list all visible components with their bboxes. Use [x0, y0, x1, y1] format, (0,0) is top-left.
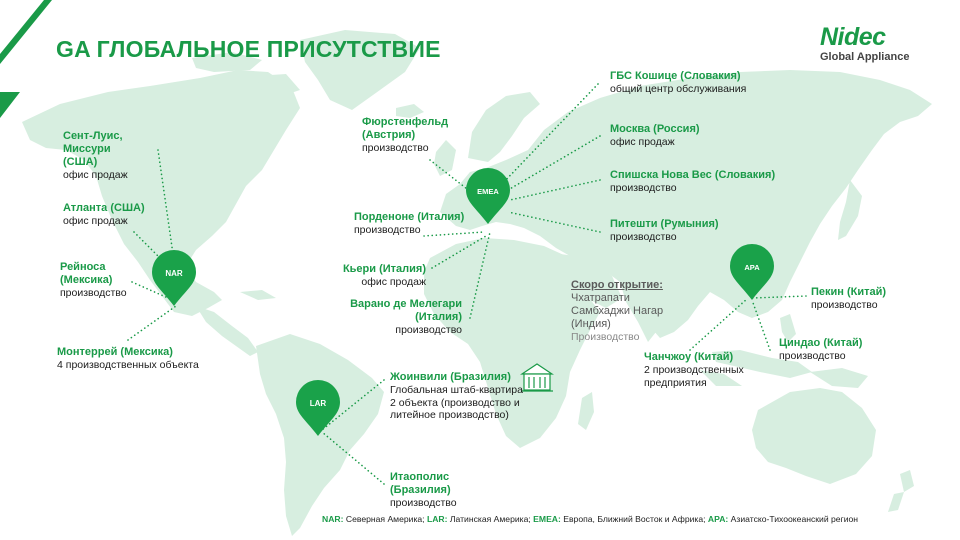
central-america-shape	[196, 306, 258, 356]
location-monterrey	[57, 346, 199, 372]
location-desc: общий центр обслуживания	[610, 83, 747, 95]
madagascar-shape	[578, 392, 594, 430]
legend-lar-key: LAR:	[426, 514, 448, 524]
corner-stripe-left	[0, 92, 20, 118]
location-desc: офис продаж	[361, 276, 426, 288]
location-name: (США)	[63, 156, 98, 168]
new-guinea-shape	[810, 368, 868, 388]
legend-nar-value: Северная Америка;	[343, 514, 427, 524]
location-desc: производство	[395, 324, 462, 336]
location-desc: литейное производство)	[390, 409, 509, 421]
location-name: Атланта (США)	[63, 202, 145, 214]
location-desc: производство	[811, 299, 878, 311]
location-desc: офис продаж	[63, 169, 128, 181]
location-desc: производство	[390, 497, 457, 509]
location-chieri	[343, 263, 426, 289]
legend-lar-value: Латинская Америка;	[447, 514, 534, 524]
location-name: Монтеррей (Мексика)	[57, 346, 173, 358]
location-name: Самбхаджи Нагар	[571, 304, 664, 317]
location-name: Чхатрапати	[571, 291, 630, 304]
location-desc: производство	[60, 287, 127, 299]
location-desc: Глобальная штаб-квартира	[390, 384, 523, 396]
location-name: Фюрстенфельд	[362, 116, 449, 128]
nidec-logo	[820, 24, 920, 63]
legend-apa-value: Азиатско-Тихоокеанский регион	[728, 514, 859, 524]
location-reynosa	[60, 261, 127, 300]
location-name: Питешти (Румыния)	[610, 218, 719, 230]
location-name: Циндао (Китай)	[779, 337, 863, 349]
location-changzhou	[644, 351, 744, 389]
location-name: Варано де Мелегари	[350, 298, 462, 310]
location-desc: производство	[610, 182, 677, 194]
legend-emea-value: Европа, Ближний Восток и Африка;	[560, 514, 708, 524]
pin-apa-label: APA	[744, 263, 760, 272]
location-varano	[350, 298, 462, 337]
logo-subtitle: Global Appliance	[820, 51, 910, 63]
location-name: Порденоне (Италия)	[354, 211, 465, 223]
location-itaopolis	[390, 471, 457, 510]
location-coming-soon	[571, 279, 663, 343]
location-desc: офис продаж	[610, 136, 675, 148]
location-name: Итаополис	[390, 471, 450, 483]
location-desc: 2 объекта (производство и	[390, 396, 520, 409]
region-legend	[322, 514, 858, 524]
line-changzhou	[690, 298, 748, 350]
location-moscow	[610, 123, 700, 149]
location-name: ГБС Кошице (Словакия)	[610, 70, 741, 82]
location-name: (Австрия)	[362, 129, 416, 141]
logo-brand: Nidec	[820, 23, 886, 51]
location-desc: предприятия	[644, 376, 707, 389]
location-desc: производство	[362, 142, 429, 154]
location-name: (Бразилия)	[390, 484, 451, 496]
pin-nar-label: NAR	[165, 269, 183, 278]
legend-apa-key: APA:	[707, 514, 729, 524]
location-joinville	[390, 371, 523, 422]
location-desc: производство	[779, 350, 846, 362]
location-name: Миссури	[63, 143, 111, 155]
location-desc: 4 производственных объекта	[57, 359, 199, 371]
location-name: Спишска Нова Вес (Словакия)	[610, 169, 776, 181]
location-name: Жоинвили (Бразилия)	[390, 371, 511, 383]
location-desc: 2 производственных	[644, 364, 744, 376]
location-beijing	[811, 286, 886, 312]
south-america-shape	[256, 334, 384, 536]
location-desc: производство	[354, 224, 421, 236]
pin-lar-label: LAR	[309, 399, 327, 408]
location-atlanta	[63, 202, 145, 228]
location-name: Москва (Россия)	[610, 123, 700, 135]
location-spisska	[610, 169, 775, 195]
corner-stripe-top	[0, 0, 52, 64]
location-name: (Мексика)	[60, 274, 113, 286]
location-name: Чанчжоу (Китай)	[644, 351, 734, 363]
new-zealand-shape	[900, 470, 914, 492]
location-name: (Италия)	[415, 311, 462, 323]
location-st-louis	[63, 130, 128, 182]
location-name: Рейноса	[60, 261, 106, 273]
new-zealand-2-shape	[888, 492, 904, 512]
location-desc: производство	[610, 231, 677, 243]
location-kosice	[610, 70, 746, 96]
legend-nar-key: NAR:	[322, 514, 344, 524]
location-name: Кьери (Италия)	[342, 263, 426, 275]
location-pitesti	[610, 218, 719, 244]
location-qingdao	[779, 337, 862, 363]
location-name: Сент-Луис,	[63, 130, 123, 142]
location-pordenone	[354, 211, 464, 237]
caribbean-shape	[240, 290, 276, 300]
line-monterrey	[128, 306, 176, 340]
legend-emea-key: EMEA:	[533, 514, 561, 524]
coming-soon-heading: Скоро открытие:	[571, 279, 663, 291]
location-name: (Индия)	[571, 317, 611, 330]
location-furstenfeld	[362, 116, 448, 155]
location-desc: офис продаж	[63, 215, 128, 227]
location-desc: Производство	[571, 330, 640, 343]
australia-shape	[752, 388, 876, 484]
page-title: GA ГЛОБАЛЬНОЕ ПРИСУТСТВИЕ	[56, 36, 441, 62]
pin-emea-label: EMEA	[477, 187, 499, 196]
location-name: Пекин (Китай)	[811, 286, 887, 298]
